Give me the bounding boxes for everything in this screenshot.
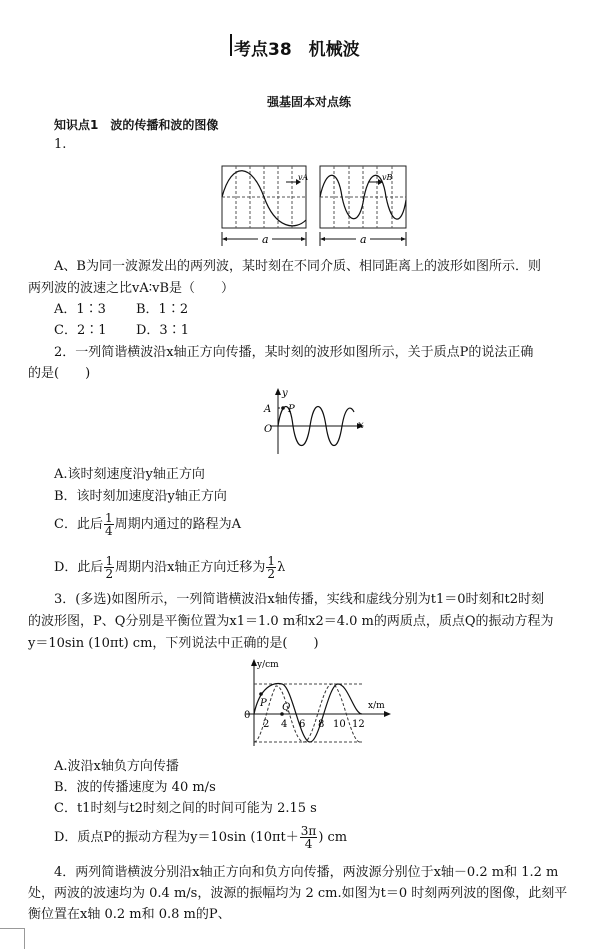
q3-stem-line2: 的波形图，P、Q分别是平衡位置为x1＝1.0 m和x2＝4.0 m的两质点，质点Q的振动方程为 [28,614,554,629]
q1-number: 1. [54,137,67,152]
q2-origin-label: O [264,424,273,435]
section-heading: 强基固本对点练 [267,95,352,109]
q3-ylabel: y/cm [257,660,279,670]
q1-panel-b [320,166,406,228]
q3-option-c: C．t1时刻与t2时刻之间的时间可能为 2.15 s [54,801,317,816]
q2-stem-line2: 的是( ) [28,366,91,381]
q1-figure [218,160,410,250]
q2-option-d-den1: 2 [105,567,114,581]
q2-option-c-post: 周期内通过的路程为A [114,517,241,532]
q3-figure [236,656,396,748]
q3-option-d-fraction [300,825,318,850]
q2-option-c-den: 4 [104,524,113,538]
q3-option-d [54,823,347,853]
q3-origin: 0 [244,710,251,721]
page-title: 考点38 机械波 [234,40,360,60]
q1-stem-line1: A、B为同一波源发出的两列波，某时刻在不同介质、相同距离上的波形如图所示．则 [54,259,541,274]
q4-stem-line3: 衡位置在x轴 0.2 m和 0.8 m的P、 [28,907,231,922]
q4-stem-line2: 处，两波的波速均为 0.4 m/s，波源的振幅均为 2 cm.如图为t＝0 时刻两列波的图像，此刻平 [28,886,568,901]
q2-stem-line1: 2．一列简谐横波沿x轴正方向传播，某时刻的波形如图所示，关于质点P的说法正确 [54,345,534,360]
q2-option-a: A.该时刻速度沿y轴正方向 [54,467,205,482]
q2-figure [256,386,368,456]
knowledge-point-heading: 知识点1 波的传播和波的图像 [54,118,219,132]
q3-tick-10: 10 [333,719,346,730]
q3-tick-8: 8 [318,719,325,730]
q2-option-d-mid: 周期内沿x轴正方向迁移为 [115,560,266,575]
q3-option-d-den: 4 [304,837,313,851]
q2-option-d-den2: 2 [267,567,276,581]
q3-tick-2: 2 [263,719,270,730]
q1-option-d: D．3∶1 [136,323,189,338]
q2-y-label: y [282,388,288,399]
q3-option-d-num: 3π [300,824,317,838]
q2-a-label: A [264,404,272,415]
q2-option-d-fraction2 [266,555,276,580]
q3-p-label: P [260,698,267,709]
q3-q-label: Q [282,702,291,713]
q2-p-label: P [288,404,295,415]
q3-option-d-post: ) cm [318,830,348,845]
q3-tick-4: 4 [281,719,288,730]
q2-option-d-post: λ [277,560,286,575]
q1-option-a: A．1∶3 [54,302,106,317]
q1-vb-label: vB [382,173,393,182]
q2-option-b: B．该时刻加速度沿y轴正方向 [54,489,227,504]
q2-option-c-fraction [104,512,114,537]
q2-option-c-num: 1 [104,511,113,525]
q1-va-label: vA [298,173,309,182]
q4-stem-line1: 4．两列简谐横波分别沿x轴正方向和负方向传播，两波源分别位于x轴－0.2 m和 1.2 m [54,865,559,880]
q1-panel-a [222,166,306,228]
page-corner-mark [0,928,25,949]
q2-x-label: x [358,420,364,431]
q2-option-c [54,510,241,540]
title-bar [230,34,232,56]
q1-a-label-left: a [262,233,269,246]
q3-option-a: A.波沿x轴负方向传播 [54,759,179,774]
q1-dimension-lines [222,232,406,246]
q1-stem-line2: 两列波的波速之比vA∶vB是（ ） [28,281,235,296]
q1-option-b: B．1∶2 [136,302,189,317]
q3-stem-line3: y＝10sin (10πt) cm，下列说法中正确的是( ) [28,636,319,651]
q2-option-d-pre: D．此后 [54,560,104,575]
q3-tick-12: 12 [352,719,365,730]
q3-option-d-pre: D．质点P的振动方程为y＝10sin (10πt＋ [54,830,299,845]
q3-option-b: B．波的传播速度为 40 m/s [54,780,216,795]
q3-stem-line1: 3．(多选)如图所示，一列简谐横波沿x轴传播，实线和虚线分别为t1＝0时刻和t2时刻 [54,592,545,607]
q2-option-c-pre: C．此后 [54,517,103,532]
q2-option-d [54,553,285,583]
q3-tick-6: 6 [299,719,306,730]
q1-a-label-right: a [360,233,367,246]
q2-option-d-num1: 1 [105,554,114,568]
q1-option-c: C．2∶1 [54,323,107,338]
q2-option-d-num2: 1 [267,554,276,568]
q2-option-d-fraction1 [104,555,114,580]
q3-xlabel: x/m [368,701,385,711]
